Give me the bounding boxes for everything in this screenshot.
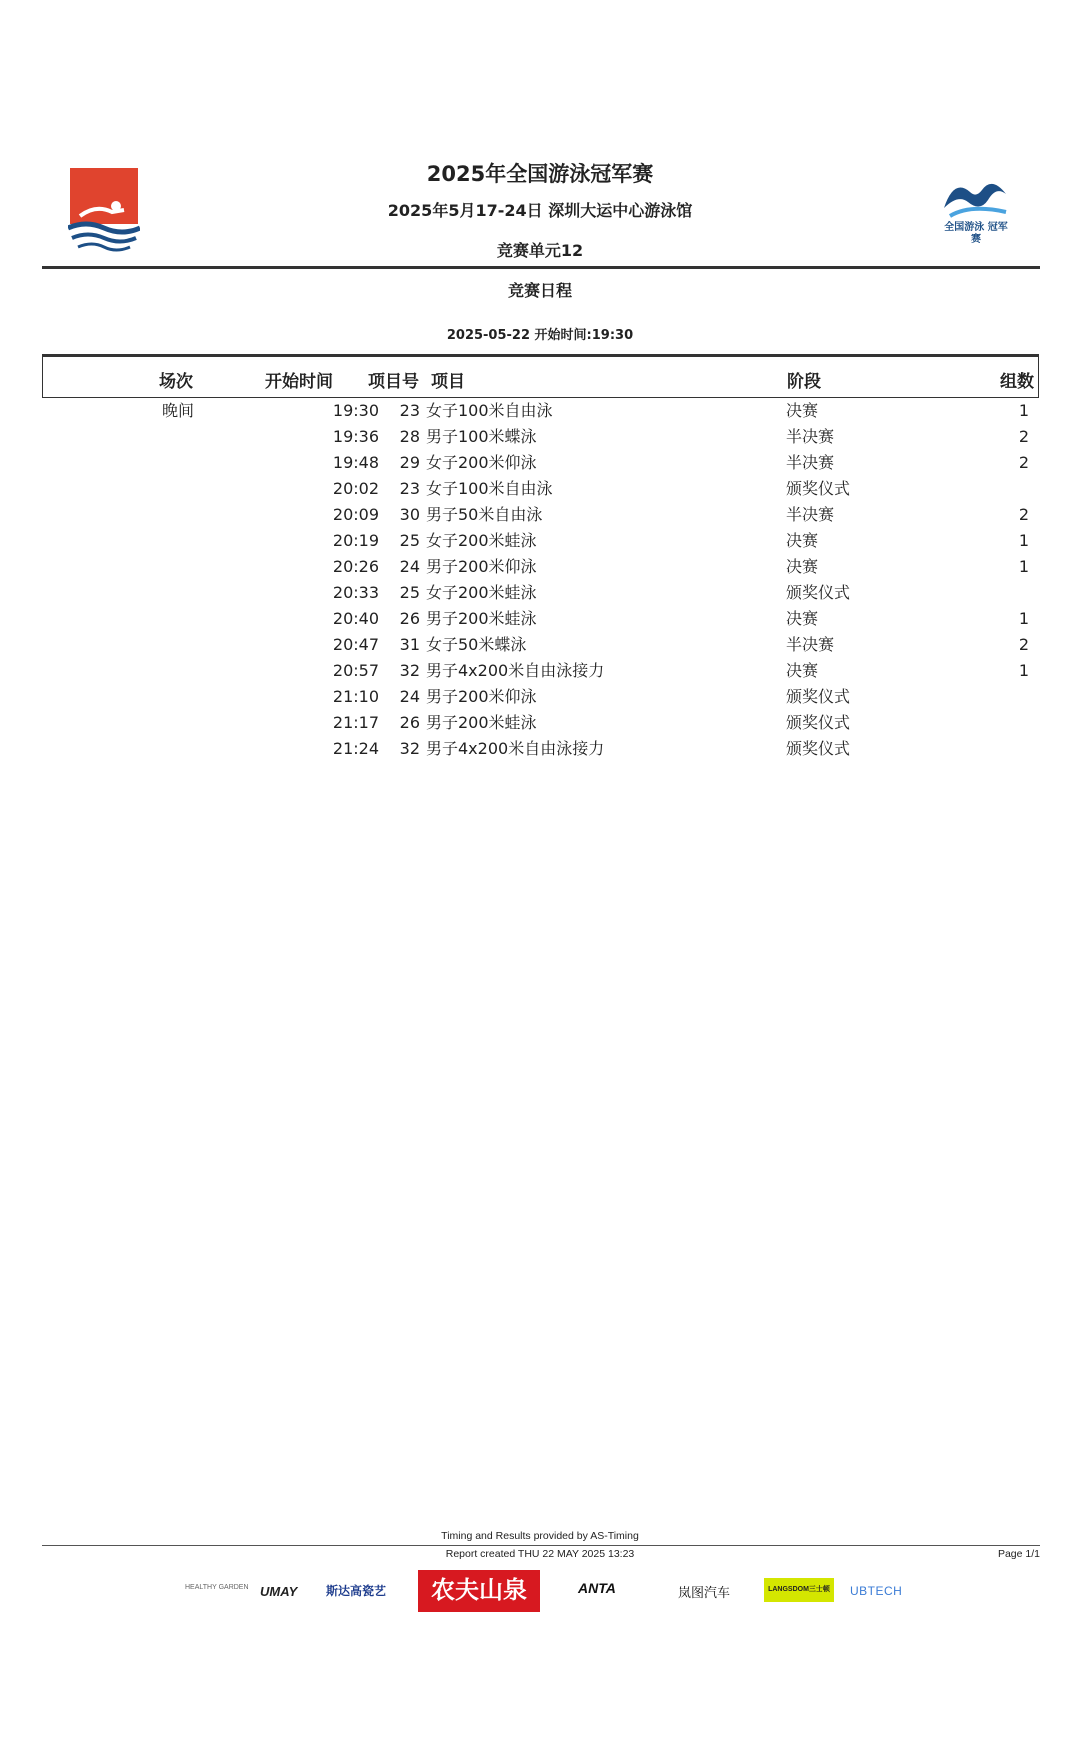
cell-phase: 半决赛 xyxy=(786,427,835,446)
cell-groups: 1 xyxy=(1018,557,1029,576)
cell-phase: 半决赛 xyxy=(786,505,835,524)
page-number: Page 1/1 xyxy=(997,1548,1040,1560)
cell-event: 女子200米蛙泳 xyxy=(426,531,537,550)
cell-phase: 颁奖仪式 xyxy=(786,687,851,706)
cell-phase: 半决赛 xyxy=(786,635,835,654)
cell-event-no: 29 xyxy=(399,453,420,472)
sponsor-langsdom: LANGSDOM三士顿 xyxy=(764,1578,834,1602)
col-header-groups: 组数 xyxy=(1000,372,1034,392)
sponsor-lantu: 岚图汽车 xyxy=(678,1585,731,1600)
cell-event-no: 26 xyxy=(399,609,420,628)
cell-phase: 颁奖仪式 xyxy=(786,713,851,732)
sponsor-nongfu-spring: 农夫山泉 xyxy=(418,1570,540,1612)
cell-event: 男子50米自由泳 xyxy=(426,505,543,524)
table-row xyxy=(42,424,1039,450)
cell-event: 女子100米自由泳 xyxy=(426,401,553,420)
cell-time: 19:48 xyxy=(332,453,379,472)
cell-event: 男子200米蛙泳 xyxy=(426,609,537,628)
col-header-event-no: 项目号 xyxy=(368,372,419,392)
cell-groups: 1 xyxy=(1018,609,1029,628)
cell-groups: 2 xyxy=(1018,453,1029,472)
schedule-rows xyxy=(42,398,1039,762)
cell-phase: 半决赛 xyxy=(786,453,835,472)
table-row xyxy=(42,710,1039,736)
cell-time: 20:57 xyxy=(332,661,379,680)
cell-phase: 决赛 xyxy=(786,531,819,550)
cell-time: 20:02 xyxy=(332,479,379,498)
cell-groups: 1 xyxy=(1018,531,1029,550)
cell-time: 19:36 xyxy=(332,427,379,446)
cell-event: 女子200米仰泳 xyxy=(426,453,537,472)
cell-time: 21:17 xyxy=(332,713,379,732)
cell-event-no: 23 xyxy=(399,479,420,498)
sponsor-umay: UMAY xyxy=(260,1584,298,1599)
sponsor-strip xyxy=(0,1566,1080,1614)
date-start-time: 2025-05-22 开始时间:19:30 xyxy=(446,328,634,343)
cell-event: 男子200米仰泳 xyxy=(426,687,537,706)
cell-event-no: 30 xyxy=(399,505,420,524)
cell-groups: 2 xyxy=(1018,427,1029,446)
table-row xyxy=(42,658,1039,684)
cell-phase: 决赛 xyxy=(786,401,819,420)
col-header-event: 项目 xyxy=(431,372,465,392)
cell-event: 女子200米蛙泳 xyxy=(426,583,537,602)
cell-session: 晚间 xyxy=(162,401,195,420)
cell-phase: 决赛 xyxy=(786,609,819,628)
report-created: Report created THU 22 MAY 2025 13:23 xyxy=(445,1548,635,1560)
cell-event-no: 28 xyxy=(399,427,420,446)
cell-time: 20:33 xyxy=(332,583,379,602)
cell-event: 男子100米蝶泳 xyxy=(426,427,537,446)
cell-groups: 1 xyxy=(1018,401,1029,420)
cell-time: 21:10 xyxy=(332,687,379,706)
cell-phase: 决赛 xyxy=(786,661,819,680)
cell-time: 20:26 xyxy=(332,557,379,576)
sponsor-anta: ANTA xyxy=(578,1580,616,1596)
table-row xyxy=(42,632,1039,658)
document-title: 2025年全国游泳冠军赛 xyxy=(426,162,654,186)
cell-groups: 2 xyxy=(1018,505,1029,524)
cell-time: 21:24 xyxy=(332,739,379,758)
cell-event-no: 25 xyxy=(399,583,420,602)
cell-time: 19:30 xyxy=(332,401,379,420)
competition-unit: 竞赛单元12 xyxy=(496,241,584,260)
cell-event-no: 32 xyxy=(399,739,420,758)
table-row xyxy=(42,398,1039,424)
cell-event-no: 25 xyxy=(399,531,420,550)
cell-event-no: 24 xyxy=(399,687,420,706)
right-logo-caption: 全国游泳 冠军赛 xyxy=(944,222,1008,245)
col-header-session: 场次 xyxy=(159,372,193,392)
cell-event-no: 32 xyxy=(399,661,420,680)
table-row xyxy=(42,684,1039,710)
header-divider xyxy=(42,266,1040,269)
table-row xyxy=(42,736,1039,762)
sponsor-healthy-garden: HEALTHY GARDEN xyxy=(185,1584,249,1591)
col-header-start-time: 开始时间 xyxy=(265,372,333,392)
table-row xyxy=(42,554,1039,580)
sponsor-ubtech: UBTECH xyxy=(850,1584,903,1598)
timing-credit: Timing and Results provided by AS-Timing xyxy=(441,1530,639,1542)
table-row xyxy=(42,502,1039,528)
cell-phase: 决赛 xyxy=(786,557,819,576)
cell-phase: 颁奖仪式 xyxy=(786,479,851,498)
date-venue: 2025年5月17-24日 深圳大运中心游泳馆 xyxy=(387,201,693,220)
sponsor-sida: 斯达高瓷艺 xyxy=(326,1584,387,1598)
table-row xyxy=(42,580,1039,606)
table-row xyxy=(42,606,1039,632)
cell-event-no: 24 xyxy=(399,557,420,576)
cell-event: 男子200米仰泳 xyxy=(426,557,537,576)
cell-time: 20:19 xyxy=(332,531,379,550)
cell-time: 20:40 xyxy=(332,609,379,628)
table-row xyxy=(42,528,1039,554)
cell-event: 男子4x200米自由泳接力 xyxy=(426,739,605,758)
cell-event: 女子50米蝶泳 xyxy=(426,635,527,654)
section-title: 竞赛日程 xyxy=(507,281,572,300)
cell-event: 女子100米自由泳 xyxy=(426,479,553,498)
cell-event: 男子4x200米自由泳接力 xyxy=(426,661,605,680)
table-header xyxy=(42,354,1039,398)
cell-event-no: 26 xyxy=(399,713,420,732)
cell-time: 20:47 xyxy=(332,635,379,654)
cell-event-no: 31 xyxy=(399,635,420,654)
cell-event-no: 23 xyxy=(399,401,420,420)
cell-phase: 颁奖仪式 xyxy=(786,739,851,758)
cell-event: 男子200米蛙泳 xyxy=(426,713,537,732)
table-row xyxy=(42,450,1039,476)
table-row xyxy=(42,476,1039,502)
cell-groups: 1 xyxy=(1018,661,1029,680)
cell-phase: 颁奖仪式 xyxy=(786,583,851,602)
footer-divider xyxy=(42,1545,1040,1546)
cell-groups: 2 xyxy=(1018,635,1029,654)
col-header-phase: 阶段 xyxy=(787,372,821,392)
cell-time: 20:09 xyxy=(332,505,379,524)
